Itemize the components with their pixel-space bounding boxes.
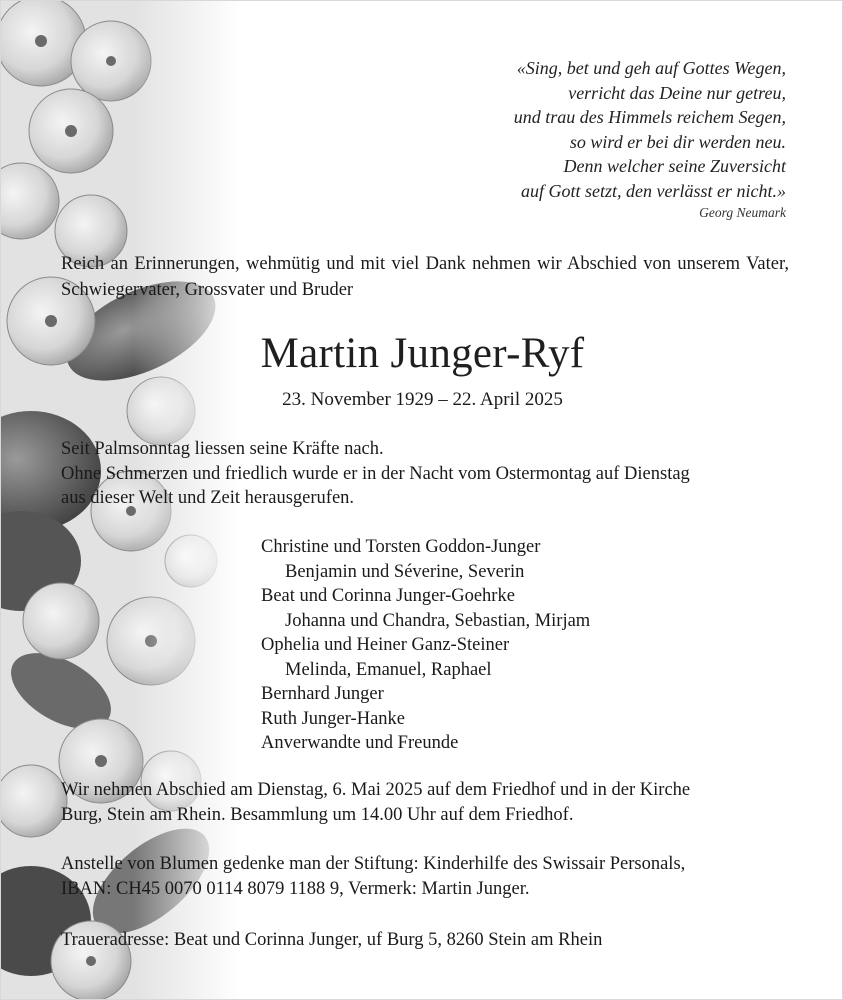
deceased-name: Martin Junger-Ryf <box>260 330 585 377</box>
poem-line: auf Gott setzt, den verlässt er nicht.» <box>521 180 786 201</box>
funeral-paragraph <box>61 778 801 827</box>
poem-line: und trau des Himmels reichem Segen, <box>513 107 786 128</box>
funeral-line: Burg, Stein am Rhein. Besammlung um 14.00 Uhr auf dem Friedhof. <box>61 804 574 825</box>
family-member: Melinda, Emanuel, Raphael <box>285 659 492 680</box>
family-member: Johanna und Chandra, Sebastian, Mirjam <box>285 610 591 631</box>
funeral-line: Wir nehmen Abschied am Dienstag, 6. Mai 2025 auf dem Friedhof und in der Kirche <box>61 780 691 800</box>
donation-paragraph <box>61 852 801 901</box>
poem-line: Denn welcher seine Zuversicht <box>563 156 786 177</box>
poem-line: verricht das Deine nur getreu, <box>568 82 786 103</box>
poem-quote <box>514 56 786 204</box>
family-member: Ophelia und Heiner Ganz-Steiner <box>261 635 510 655</box>
poem-author: Georg Neumark <box>699 205 786 220</box>
poem-line: «Sing, bet und geh auf Gottes Wegen, <box>516 58 786 78</box>
family-member: Bernhard Junger <box>261 684 384 704</box>
address-paragraph <box>61 928 801 953</box>
poem-line: so wird er bei dir werden neu. <box>569 131 786 152</box>
passing-paragraph <box>61 437 801 511</box>
passing-line: aus dieser Welt und Zeit herausgerufen. <box>61 488 355 508</box>
life-dates: 23. November 1929 – 22. April 2025 <box>282 389 563 410</box>
family-list <box>261 535 590 756</box>
family-member: Beat und Corinna Junger-Goehrke <box>261 586 515 606</box>
donation-line: Anstelle von Blumen gedenke man der Stiftung: Kinderhilfe des Swissair Personals, <box>61 854 686 874</box>
family-member: Anverwandte und Freunde <box>261 733 459 753</box>
intro-text: Reich an Erinnerungen, wehmütig und mit viel Dank nehmen wir Abschied von unserem Vater, Schwiegervater, Grossvater und Bruder <box>61 254 789 300</box>
donation-line: IBAN: CH45 0070 0114 8079 1188 9, Vermerk: Martin Junger. <box>61 878 530 899</box>
family-member: Ruth Junger-Hanke <box>261 708 405 729</box>
passing-line: Ohne Schmerzen und friedlich wurde er in der Nacht vom Ostermontag auf Dienstag <box>61 463 690 484</box>
family-member: Christine und Torsten Goddon-Junger <box>261 537 541 557</box>
passing-line: Seit Palmsonntag liessen seine Kräfte nach. <box>61 439 384 459</box>
mourning-address: Traueradresse: Beat und Corinna Junger, uf Burg 5, 8260 Stein am Rhein <box>61 930 603 950</box>
family-member: Benjamin und Séverine, Severin <box>285 561 525 582</box>
